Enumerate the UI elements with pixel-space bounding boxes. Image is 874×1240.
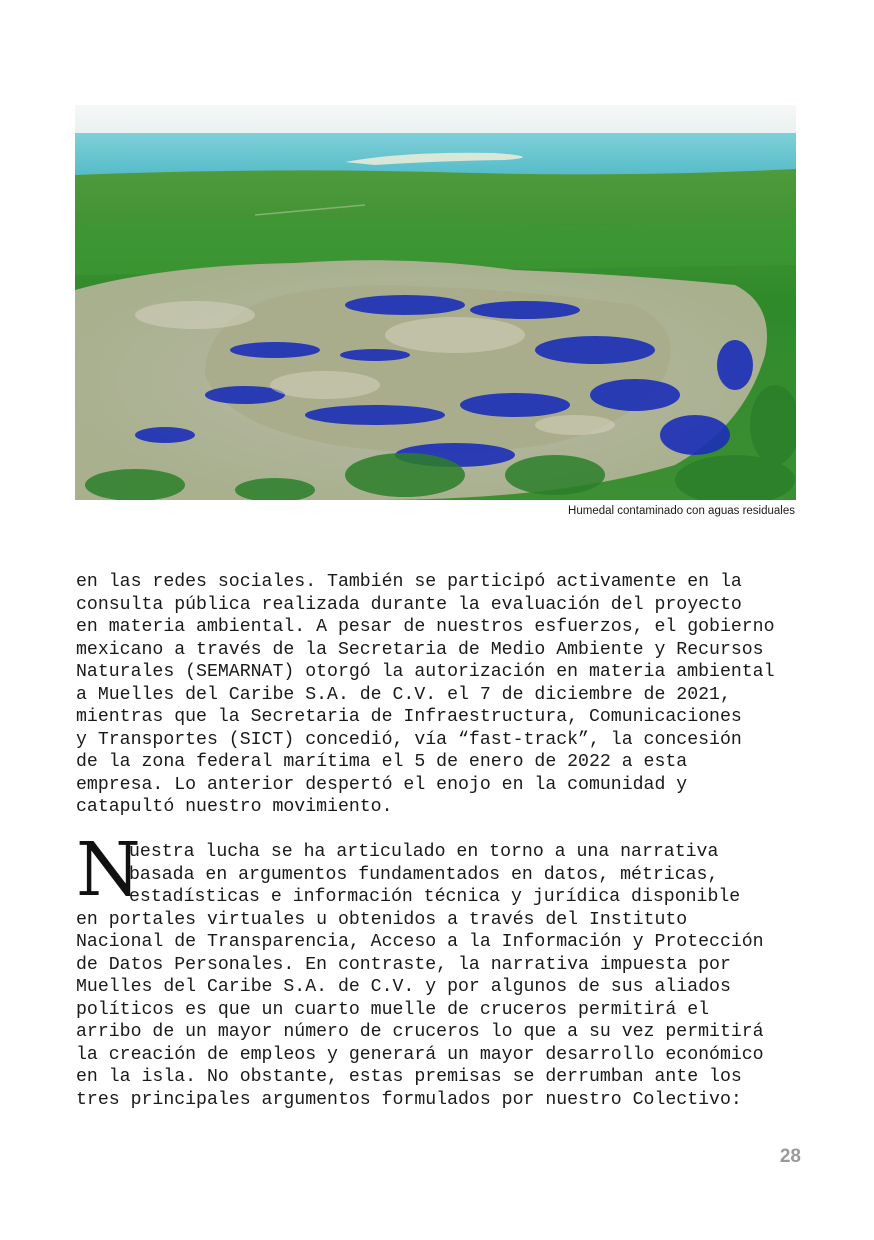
text-line: empresa. Lo anterior despertó el enojo en la comunidad y <box>76 774 688 795</box>
text-line: y Transportes (SICT) concedió, vía “fast-track”, la concesión <box>76 729 742 750</box>
text-line: mexicano a través de la Secretaria de Medio Ambiente y Recursos <box>76 639 764 660</box>
text-line: políticos es que un cuarto muelle de cruceros permitirá el <box>76 999 710 1020</box>
text-line: mientras que la Secretaria de Infraestructura, Comunicaciones <box>76 707 742 727</box>
paragraph-2 <box>76 841 806 1111</box>
drop-cap: N <box>76 827 141 913</box>
text-line: uestra lucha se ha articulado en torno a una narrativa <box>129 842 719 862</box>
text-line: Muelles del Caribe S.A. de C.V. y por algunos de sus aliados <box>76 977 731 997</box>
text-line: de la zona federal marítima el 5 de enero de 2022 a esta <box>76 752 688 772</box>
text-line: la creación de empleos y generará un mayor desarrollo económico <box>76 1044 764 1065</box>
text-line: estadísticas e información técnica y jurídica disponible <box>129 887 741 907</box>
text-line: Naturales (SEMARNAT) otorgó la autorización en materia ambiental <box>76 662 775 682</box>
text-line: en las redes sociales. También se participó activamente en la <box>76 572 742 592</box>
wetland-photo-illustration <box>75 105 796 500</box>
text-line: consulta pública realizada durante la evaluación del proyecto <box>76 594 742 615</box>
text-line: en materia ambiental. A pesar de nuestros esfuerzos, el gobierno <box>76 617 775 637</box>
text-line: en la isla. No obstante, estas premisas se derrumban ante los <box>76 1067 742 1087</box>
text-line: catapultó nuestro movimiento. <box>76 797 393 817</box>
page-number: 28 <box>779 1146 801 1167</box>
photo-caption: Humedal contaminado con aguas residuales <box>568 505 795 517</box>
text-line: en portales virtuales u obtenidos a través del Instituto <box>76 909 688 930</box>
wetland-aerial-photo <box>75 105 796 500</box>
text-line: a Muelles del Caribe S.A. de C.V. el 7 de diciembre de 2021, <box>76 684 731 705</box>
text-line: tres principales argumentos formulados por nuestro Colectivo: <box>76 1089 742 1110</box>
text-line: arribo de un mayor número de cruceros lo que a su vez permitirá <box>76 1022 764 1042</box>
paragraph-1 <box>76 571 806 819</box>
text-line: basada en argumentos fundamentados en datos, métricas, <box>129 864 719 885</box>
text-line: de Datos Personales. En contraste, la narrativa impuesta por <box>76 954 731 975</box>
text-line: Nacional de Transparencia, Acceso a la Información y Protección <box>76 932 764 952</box>
